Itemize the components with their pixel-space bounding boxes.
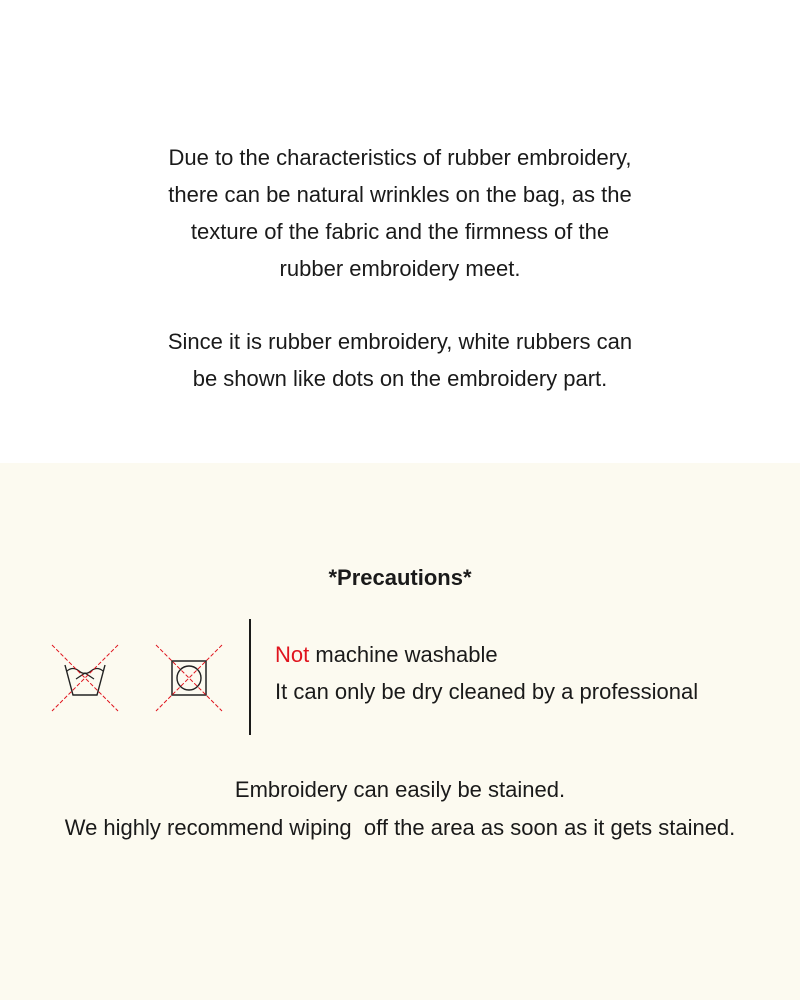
care-line-dryclean: It can only be dry cleaned by a professional	[275, 679, 699, 704]
care-line-wash	[275, 636, 698, 673]
text-line: rubber embroidery meet.	[279, 256, 521, 281]
description-paragraph-wrinkles	[0, 139, 800, 287]
stain-note	[0, 771, 800, 847]
not-emphasis: Not	[275, 642, 310, 667]
precautions-section	[0, 463, 800, 1000]
text-line: Due to the characteristics of rubber embroidery,	[168, 145, 632, 170]
do-not-wash-icon	[50, 643, 120, 713]
care-line-wash-rest: machine washable	[309, 642, 498, 667]
care-instructions	[275, 636, 698, 710]
text-line: be shown like dots on the embroidery part.	[192, 366, 608, 391]
description-section	[0, 0, 800, 463]
precautions-heading: *Precautions*	[328, 565, 472, 590]
vertical-divider	[249, 619, 251, 735]
text-line: texture of the fabric and the firmness of the	[190, 219, 610, 244]
stain-note-line: We highly recommend wiping off the area as soon as it gets stained.	[64, 815, 736, 840]
text-line: Since it is rubber embroidery, white rubbers can	[167, 329, 633, 354]
text-line: there can be natural wrinkles on the bag, as the	[168, 182, 632, 207]
do-not-tumble-dry-icon	[154, 643, 224, 713]
stain-note-line: Embroidery can easily be stained.	[234, 777, 566, 802]
description-paragraph-dots	[0, 323, 800, 397]
